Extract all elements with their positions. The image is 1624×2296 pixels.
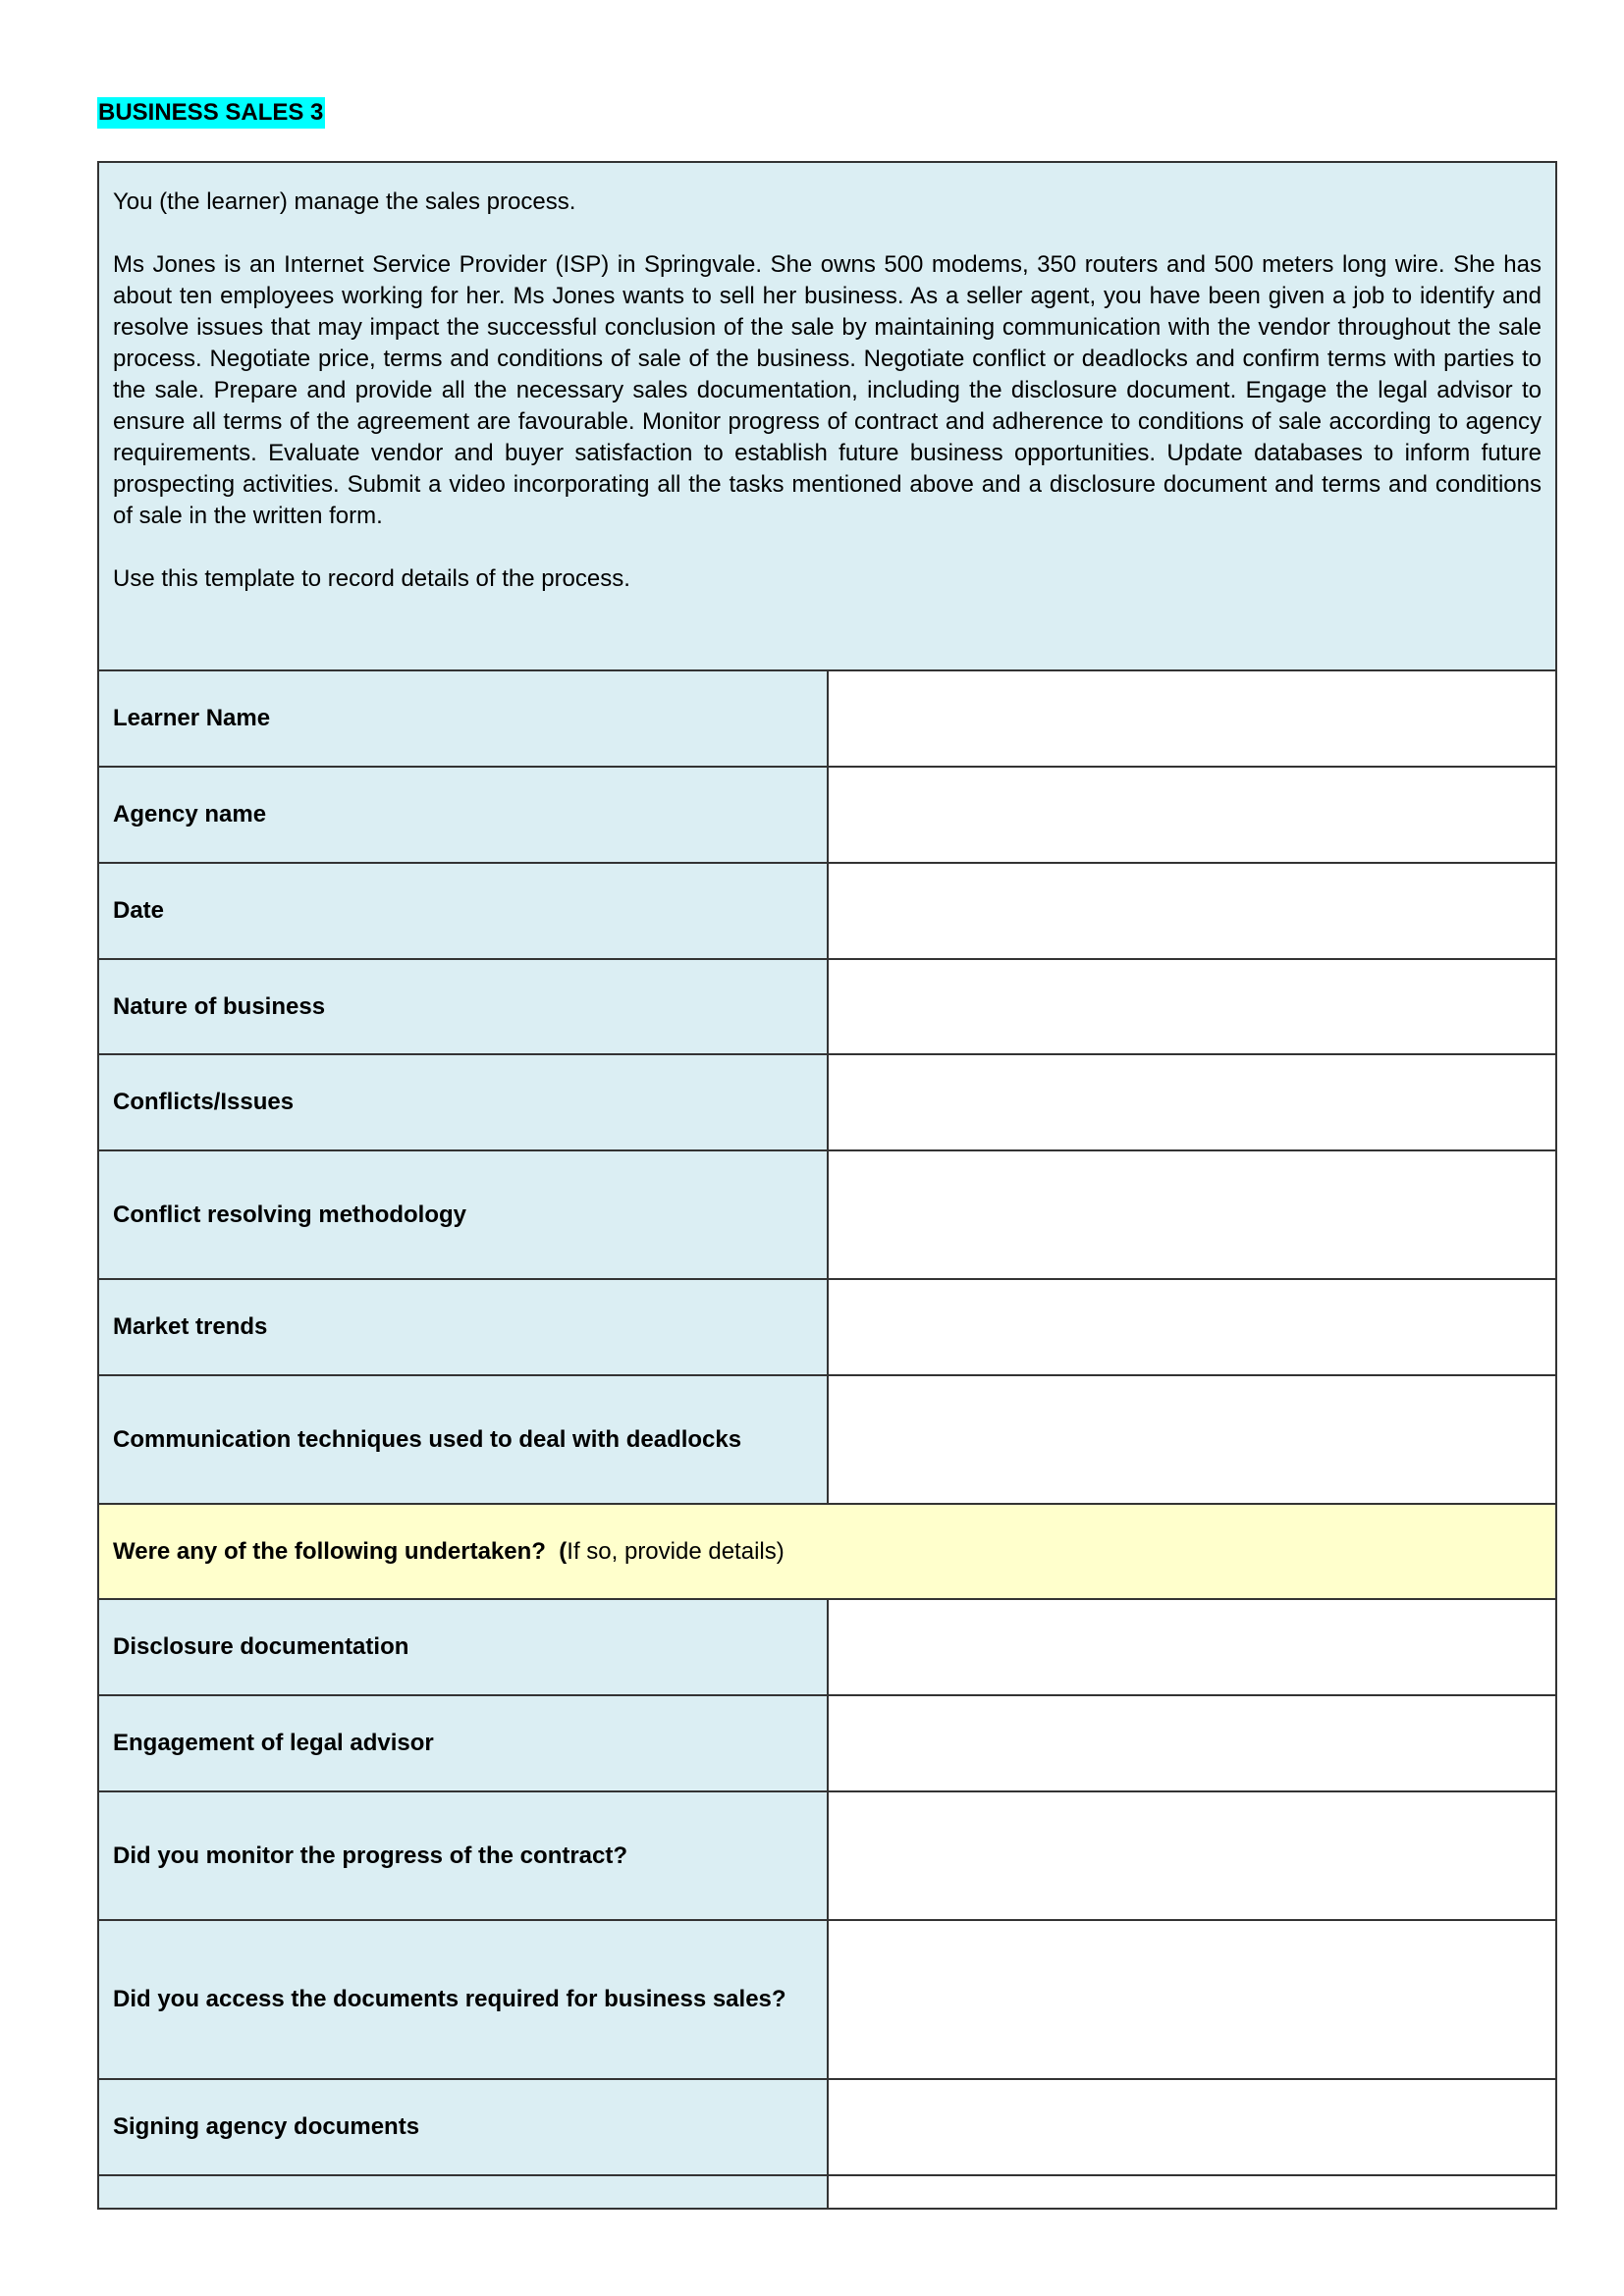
monitor-contract-field[interactable] xyxy=(828,1791,1557,1920)
field-label: Date xyxy=(98,863,828,959)
intro-row xyxy=(98,162,1556,670)
field-label: Communication techniques used to deal with deadlocks xyxy=(98,1375,828,1504)
learner-name-field[interactable] xyxy=(828,670,1557,767)
table-row xyxy=(98,767,1556,863)
scenario-text: Ms Jones is an Internet Service Provider (ISP) in Springvale. She owns 500 modems, 350 routers and 500 meters long wire. She has about ten employees working for her. Ms Jones wants to sell her business. As a seller agent, you have been given a job to identify and resolve issues that may impact the successful conclusion of the sale by maintaining communication with the vendor throughout the sale process. Negotiate price, terms and conditions of sale of the business. Negotiate conflict or deadlocks and confirm terms with parties to the sale. Prepare and provide all the necessary sales documentation, including the disclosure document. Engage the legal advisor to ensure all terms of the agreement are favourable. Monitor progress of contract and adherence to conditions of sale according to agency requirements. Evaluate vendor and buyer satisfaction to establish future business opportunities. Update databases to inform future prospecting activities. Submit a video incorporating all the tasks mentioned above and a disclosure document and terms and conditions of sale in the written form. xyxy=(113,251,1542,529)
table-row xyxy=(98,1150,1556,1279)
table-row xyxy=(98,1599,1556,1695)
instruction-text: Use this template to record details of the process. xyxy=(113,565,630,592)
section-header xyxy=(98,1504,1556,1599)
field-label: Conflicts/Issues xyxy=(98,1054,828,1150)
table-row xyxy=(98,863,1556,959)
table-row xyxy=(98,670,1556,767)
conflict-methodology-field[interactable] xyxy=(828,1150,1557,1279)
legal-advisor-field[interactable] xyxy=(828,1695,1557,1791)
table-row xyxy=(98,959,1556,1054)
agency-name-field[interactable] xyxy=(828,767,1557,863)
section-question: Were any of the following undertaken? xyxy=(113,1537,546,1565)
table-row xyxy=(98,1279,1556,1375)
table-row xyxy=(98,1695,1556,1791)
conflicts-issues-field[interactable] xyxy=(828,1054,1557,1150)
intro-cell xyxy=(98,162,1556,670)
nature-of-business-field[interactable] xyxy=(828,959,1557,1054)
field-label xyxy=(98,2175,828,2209)
section-hint: If so, provide details) xyxy=(567,1537,785,1565)
section-header-row xyxy=(98,1504,1556,1599)
field-label: Nature of business xyxy=(98,959,828,1054)
communication-techniques-field[interactable] xyxy=(828,1375,1557,1504)
field-label: Did you monitor the progress of the contract? xyxy=(98,1791,828,1920)
field-label: Did you access the documents required for business sales? xyxy=(98,1920,828,2079)
section-hint-paren: ( xyxy=(559,1537,568,1565)
field-label: Agency name xyxy=(98,767,828,863)
field-label: Market trends xyxy=(98,1279,828,1375)
table-row xyxy=(98,2175,1556,2209)
field-label: Learner Name xyxy=(98,670,828,767)
access-documents-field[interactable] xyxy=(828,1920,1557,2079)
disclosure-documentation-field[interactable] xyxy=(828,1599,1557,1695)
field-label: Conflict resolving methodology xyxy=(98,1150,828,1279)
table-row xyxy=(98,1920,1556,2079)
table-row xyxy=(98,1791,1556,1920)
table-row xyxy=(98,1375,1556,1504)
intro-line: You (the learner) manage the sales process. xyxy=(113,188,576,215)
process-record-table xyxy=(97,161,1557,2210)
field-label: Signing agency documents xyxy=(98,2079,828,2175)
market-trends-field[interactable] xyxy=(828,1279,1557,1375)
field-label: Engagement of legal advisor xyxy=(98,1695,828,1791)
table-row xyxy=(98,2079,1556,2175)
table-row xyxy=(98,1054,1556,1150)
signing-agency-documents-field[interactable] xyxy=(828,2079,1557,2175)
empty-field[interactable] xyxy=(828,2175,1557,2209)
field-label: Disclosure documentation xyxy=(98,1599,828,1695)
page-title: BUSINESS SALES 3 xyxy=(97,97,325,129)
date-field[interactable] xyxy=(828,863,1557,959)
